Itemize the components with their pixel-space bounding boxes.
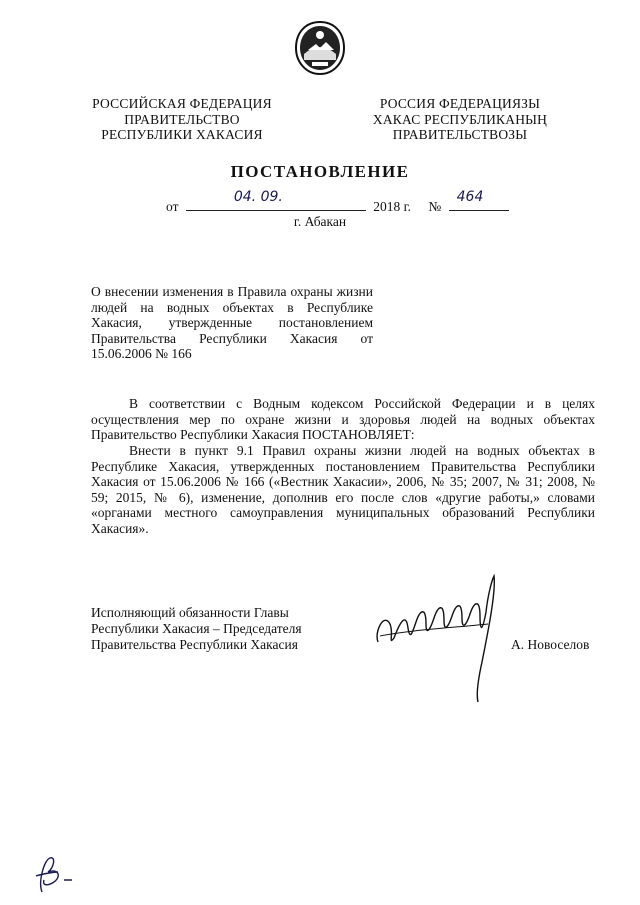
handwritten-signature [370, 572, 510, 704]
date-number-line [166, 189, 509, 215]
signatory-position-line-3: Правительства Республики Хакасия [91, 637, 298, 652]
header-right-line-3: ПРАВИТЕЛЬСТВОЗЫ [392, 127, 528, 142]
number-field [449, 189, 509, 211]
header-left-line-1: РОССИЙСКАЯ ФЕДЕРАЦИЯ [92, 96, 272, 111]
header-left-line-3: РЕСПУБЛИКИ ХАКАСИЯ [101, 127, 263, 142]
coat-of-arms-emblem [294, 20, 346, 76]
header-left-block [82, 96, 282, 143]
date-year: 2018 г. [373, 199, 411, 214]
date-prefix: от [166, 199, 179, 214]
header-right-line-2: ХАКАС РЕСПУБЛИКАНЫҢ [372, 111, 548, 127]
body-paragraph-1: В соответствии с Водным кодексом Российской Федерации и в целях осуществления мер по охране жизни и здоровья людей на водных объектах Правительство Республики Хакасия ПОСТАНОВЛЯЕТ: [91, 396, 595, 442]
document-subject: О внесении изменения в Правила охраны жизни людей на водных объектах в Республике Хакасия, утвержденные постановлением Правительства Республики Хакасия от 15.06.2006 № 166 [91, 284, 373, 361]
signatory-position [91, 605, 302, 653]
signatory-position-line-2: Республики Хакасия – Председателя [91, 621, 302, 636]
document-title: ПОСТАНОВЛЕНИЕ [230, 162, 410, 181]
signatory-name: А. Новоселов [511, 637, 590, 652]
date-handwritten: 04. 09. [233, 189, 283, 205]
city-line: г. Абакан [293, 214, 347, 229]
number-handwritten: 464 [456, 189, 484, 205]
signatory-position-line-1: Исполняющий обязанности Главы [91, 605, 289, 620]
handwritten-initials [28, 852, 80, 898]
number-sign: № [428, 199, 442, 214]
header-right-line-1: РОССИЯ ФЕДЕРАЦИЯЗЫ [379, 96, 541, 111]
date-field [186, 189, 366, 211]
body-paragraph-2: Внести в пункт 9.1 Правил охраны жизни людей на водных объектах в Республике Хакасия, утвержденных постановлением Правительства Республики Хакасия от 15.06.2006 № 166 («Вестник Хакасии», 2006, № 35; 2007, № 31; 2008, № 59; 2015, № 6), изменение, дополнив его после слов «другие работы,» словами «органами местного самоуправления муниципальных образований Республики Хакасия». [91, 443, 595, 536]
header-left-line-2: ПРАВИТЕЛЬСТВО [124, 111, 240, 127]
header-right-block [360, 96, 560, 143]
